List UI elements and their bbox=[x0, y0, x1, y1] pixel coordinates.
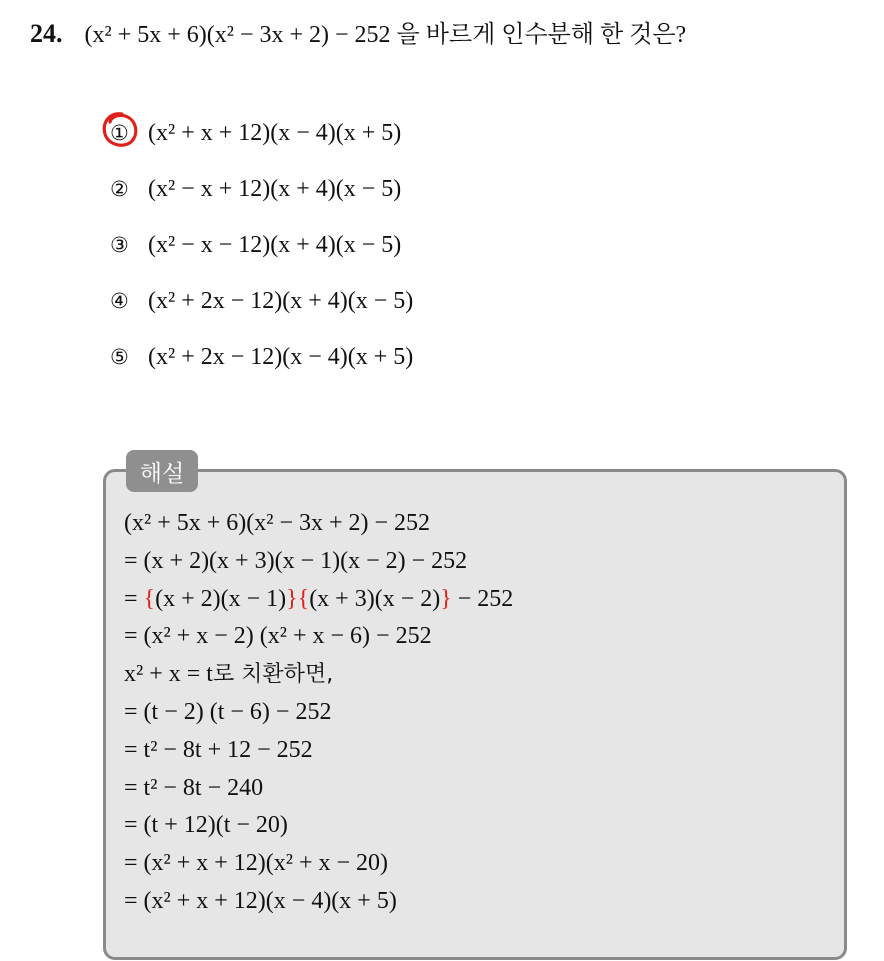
choice-2-text: (x² − x + 12)(x + 4)(x − 5) bbox=[148, 175, 402, 202]
solution-line-5 bbox=[124, 656, 513, 694]
choice-3-text: (x² − x − 12)(x + 4)(x − 5) bbox=[148, 231, 402, 258]
substitution-text: 로 치환하면, bbox=[212, 662, 334, 688]
choice-4-mark: ④ bbox=[110, 289, 129, 313]
choice-1[interactable] bbox=[110, 105, 413, 161]
solution-line-8: = t² − 8t − 240 bbox=[124, 774, 264, 801]
question-number: 24. bbox=[30, 19, 63, 48]
choice-3[interactable] bbox=[110, 217, 413, 273]
line3-prefix: = bbox=[124, 585, 144, 612]
answer-circle-icon bbox=[100, 110, 140, 150]
solution-line-7: = t² − 8t + 12 − 252 bbox=[124, 736, 313, 763]
choice-2[interactable] bbox=[110, 161, 413, 217]
solution-line-11: = (x² + x + 12)(x − 4)(x + 5) bbox=[124, 887, 397, 914]
choice-5[interactable] bbox=[110, 329, 413, 385]
choice-3-mark: ③ bbox=[110, 233, 129, 257]
question bbox=[30, 14, 686, 49]
solution-line-10: = (x² + x + 12)(x² + x − 20) bbox=[124, 850, 389, 877]
line3-brace1-open: { bbox=[143, 585, 156, 612]
line3-brace2-open: { bbox=[297, 585, 310, 612]
choice-list bbox=[110, 105, 413, 385]
solution-line-9: = (t + 12)(t − 20) bbox=[124, 812, 288, 839]
line3-brace2-close: } bbox=[440, 585, 452, 612]
solution-line-3 bbox=[124, 581, 513, 619]
choice-4[interactable] bbox=[110, 273, 413, 329]
line3-group1: (x + 2)(x − 1) bbox=[155, 585, 287, 612]
question-text: (x² + 5x + 6)(x² − 3x + 2) − 252 을 바르게 인수분해 한 것은? bbox=[84, 22, 687, 48]
substitution-math: x² + x = t bbox=[124, 661, 213, 688]
choice-4-text: (x² + 2x − 12)(x + 4)(x − 5) bbox=[148, 287, 414, 314]
line3-brace1-close: } bbox=[286, 585, 298, 612]
solution-line-4: = (x² + x − 2) (x² + x − 6) − 252 bbox=[124, 623, 432, 650]
choice-5-mark: ⑤ bbox=[110, 345, 129, 369]
solution-label: 해설 bbox=[126, 450, 198, 492]
choice-2-mark: ② bbox=[110, 177, 129, 201]
solution-line-1: (x² + 5x + 6)(x² − 3x + 2) − 252 bbox=[124, 510, 431, 536]
solution-line-2: = (x + 2)(x + 3)(x − 1)(x − 2) − 252 bbox=[124, 547, 468, 574]
choice-1-mark: ① bbox=[110, 121, 129, 145]
choice-1-text: (x² + x + 12)(x − 4)(x + 5) bbox=[148, 119, 402, 146]
line3-suffix: − 252 bbox=[451, 585, 514, 612]
line3-group2: (x + 3)(x − 2) bbox=[309, 585, 441, 612]
solution-line-6: = (t − 2) (t − 6) − 252 bbox=[124, 698, 332, 725]
choice-5-text: (x² + 2x − 12)(x − 4)(x + 5) bbox=[148, 343, 414, 370]
solution-lines bbox=[124, 505, 513, 921]
